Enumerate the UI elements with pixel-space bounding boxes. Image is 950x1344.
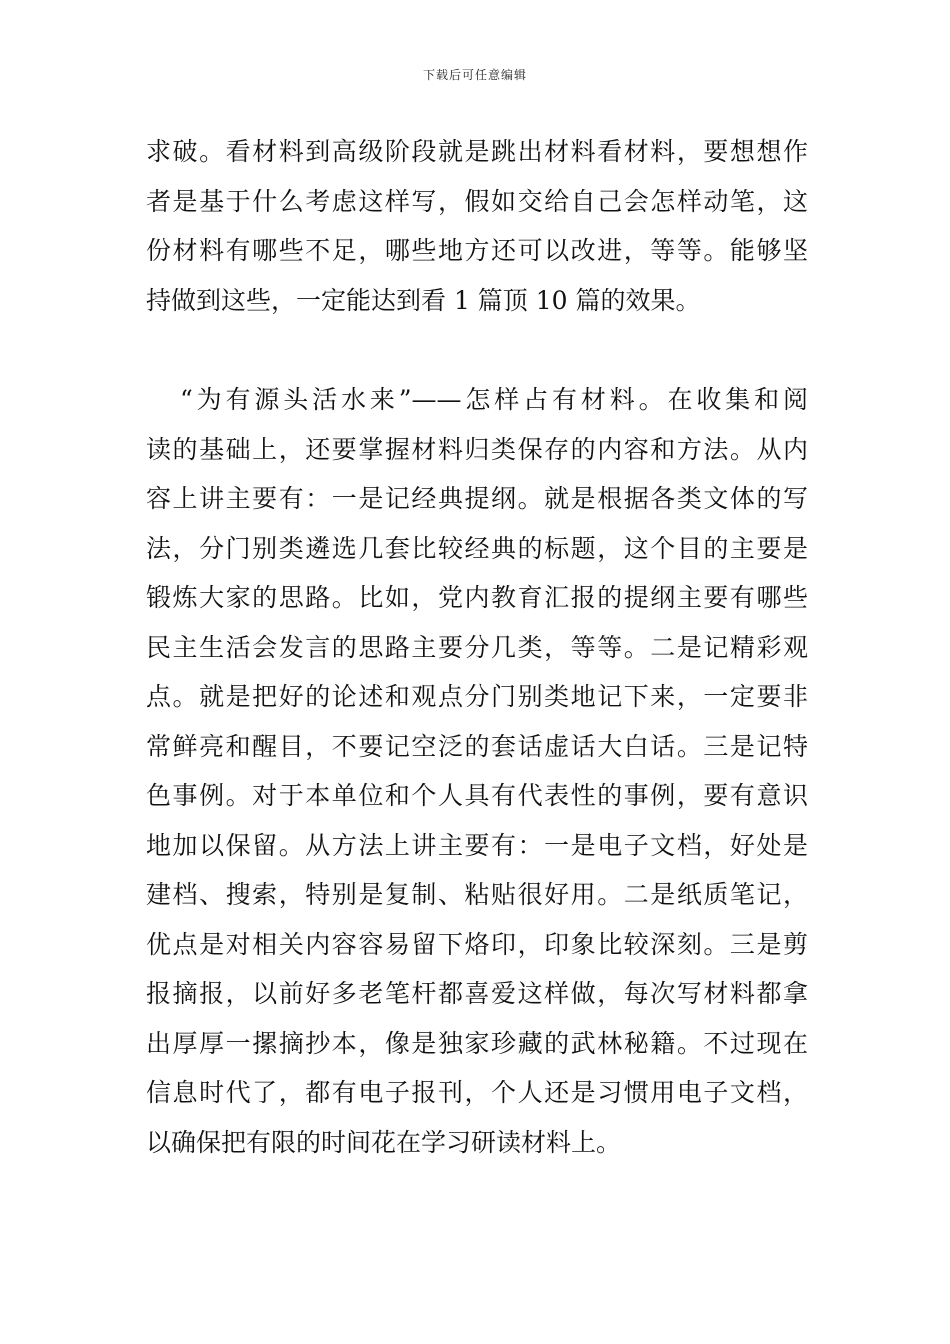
- text-line: 者是基于什么考虑这样写，假如交给自己会怎样动笔，这: [146, 186, 808, 216]
- text-line: 色事例。对于本单位和个人具有代表性的事例，要有意识: [146, 781, 808, 810]
- text-line: 法，分门别类遴选几套比较经典的标题，这个目的主要是: [146, 533, 808, 563]
- text-line: 锻炼大家的思路。比如，党内教育汇报的提纲主要有哪些: [146, 583, 808, 612]
- text-line: 建档、搜索，特别是复制、粘贴很好用。二是纸质笔记，: [146, 880, 808, 909]
- text-line: 读的基础上，还要掌握材料归类保存的内容和方法。从内: [146, 434, 808, 464]
- text-line: 优点是对相关内容容易留下烙印，印象比较深刻。三是剪: [146, 929, 808, 959]
- text-line: 持做到这些，一定能达到看 1 篇顶 10 篇的效果。: [146, 285, 701, 315]
- paragraph-2: [146, 375, 808, 1167]
- text-line: 报摘报，以前好多老笔杆都喜爱这样做，每次写材料都拿: [146, 979, 808, 1008]
- text-line: 容上讲主要有：一是记经典提纲。就是根据各类文体的写: [146, 484, 808, 513]
- text-line: “为有源头活水来”——怎样占有材料。在收集和阅: [180, 385, 808, 414]
- page-header: 下载后可任意编辑: [422, 68, 527, 82]
- text-line: 常鲜亮和醒目，不要记空泛的套话虚话大白话。三是记特: [146, 731, 808, 761]
- text-line: 以确保把有限的时间花在学习研读材料上。: [146, 1127, 622, 1157]
- text-line: 信息时代了，都有电子报刊，个人还是习惯用电子文档，: [146, 1078, 808, 1107]
- text-line: 地加以保留。从方法上讲主要有：一是电子文档，好处是: [146, 830, 808, 860]
- text-line: 份材料有哪些不足，哪些地方还可以改进，等等。能够坚: [146, 236, 808, 265]
- text-line: 求破。看材料到高级阶段就是跳出材料看材料，要想想作: [146, 137, 808, 166]
- text-line: 出厚厚一摞摘抄本，像是独家珍藏的武林秘籍。不过现在: [146, 1028, 808, 1058]
- paragraph-1: [146, 127, 808, 325]
- text-line: 点。就是把好的论述和观点分门别类地记下来，一定要非: [146, 682, 808, 711]
- text-line: 民主生活会发言的思路主要分几类，等等。二是记精彩观: [146, 632, 808, 662]
